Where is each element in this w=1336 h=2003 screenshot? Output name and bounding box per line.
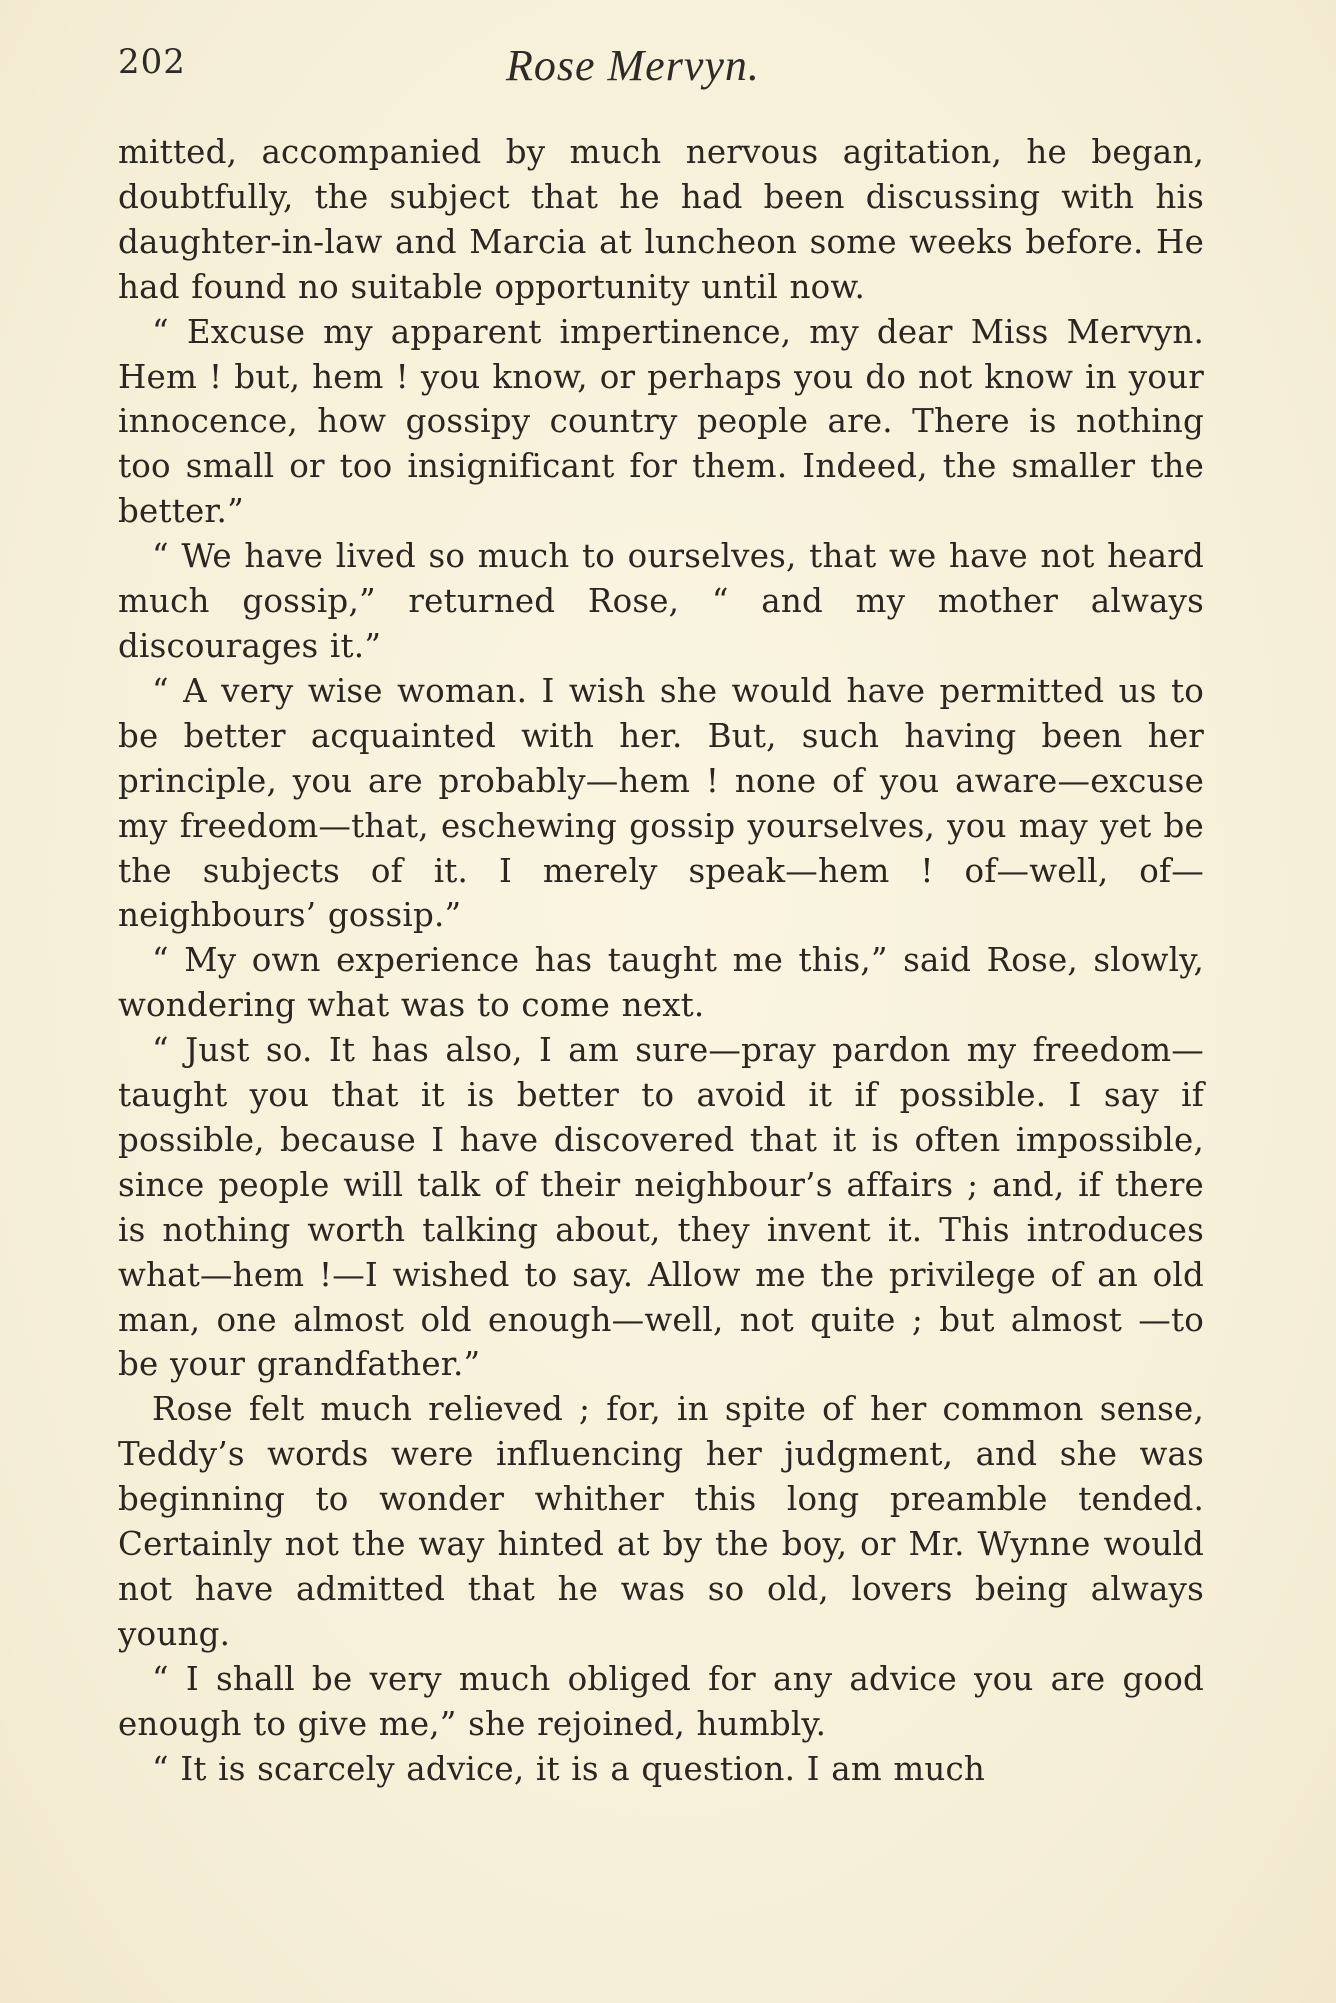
paragraph-4: “ A very wise woman. I wish she would have permitted us to be better acquainted with her. But, such having been her principle, you are probably—hem ! none of you aware—excuse my freedom—that, eschewing gossip yourselves, you may yet be the subjects of it. I merely speak—hem ! of—well, of—neighbours’ gossip.” (118, 671, 1204, 935)
paragraph-1: mitted, accompanied by much nervous agitation, he began, doubtfully, the subject that he had been discussing with his daughter-in-law and Marcia at luncheon some weeks before. He had found no suitable opportunity until now. (118, 133, 1204, 306)
paragraph-8: “ I shall be very much obliged for any advice you are good enough to give me,” she rejoined, humbly. (118, 1659, 1204, 1743)
paragraph-7: Rose felt much relieved ; for, in spite of her common sense, Teddy’s words were influencing her judgment, and she was beginning to wonder whither this long preamble tended. Certainly not the way hinted at by the boy, or Mr. Wynne would not have admitted that he was so old, lovers being always young. (118, 1390, 1204, 1653)
running-title: Rose Mervyn. (506, 41, 760, 90)
paragraph-2: “ Excuse my apparent impertinence, my dear Miss Mervyn. Hem ! but, hem ! you know, or perhaps you do not know in your innocence, how gossipy country people are. There is nothing too small or too insignificant for them. Indeed, the smaller the better.” (118, 312, 1204, 531)
paragraph-5: “ My own experience has taught me this,” said Rose, slowly, wondering what was to come next. (118, 941, 1204, 1025)
paragraph-6: “ Just so. It has also, I am sure—pray pardon my freedom—taught you that it is better to avoid it if possible. I say if possible, because I have discovered that it is often impossible, since people will talk of their neighbour’s affairs ; and, if there is nothing worth talking about, they invent it. This introduces what—hem !—I wished to say. Allow me the privilege of an old man, one almost old enough—well, not quite ; but almost —to be your grandfather.” (118, 1031, 1204, 1384)
running-head (118, 40, 1203, 100)
page-number: 202 (118, 42, 186, 82)
body-text (118, 130, 1204, 1792)
paragraph-3: “ We have lived so much to ourselves, that we have not heard much gossip,” returned Rose, “ and my mother always discourages it.” (118, 537, 1204, 665)
paragraph-9: “ It is scarcely advice, it is a question. I am much (152, 1749, 986, 1788)
